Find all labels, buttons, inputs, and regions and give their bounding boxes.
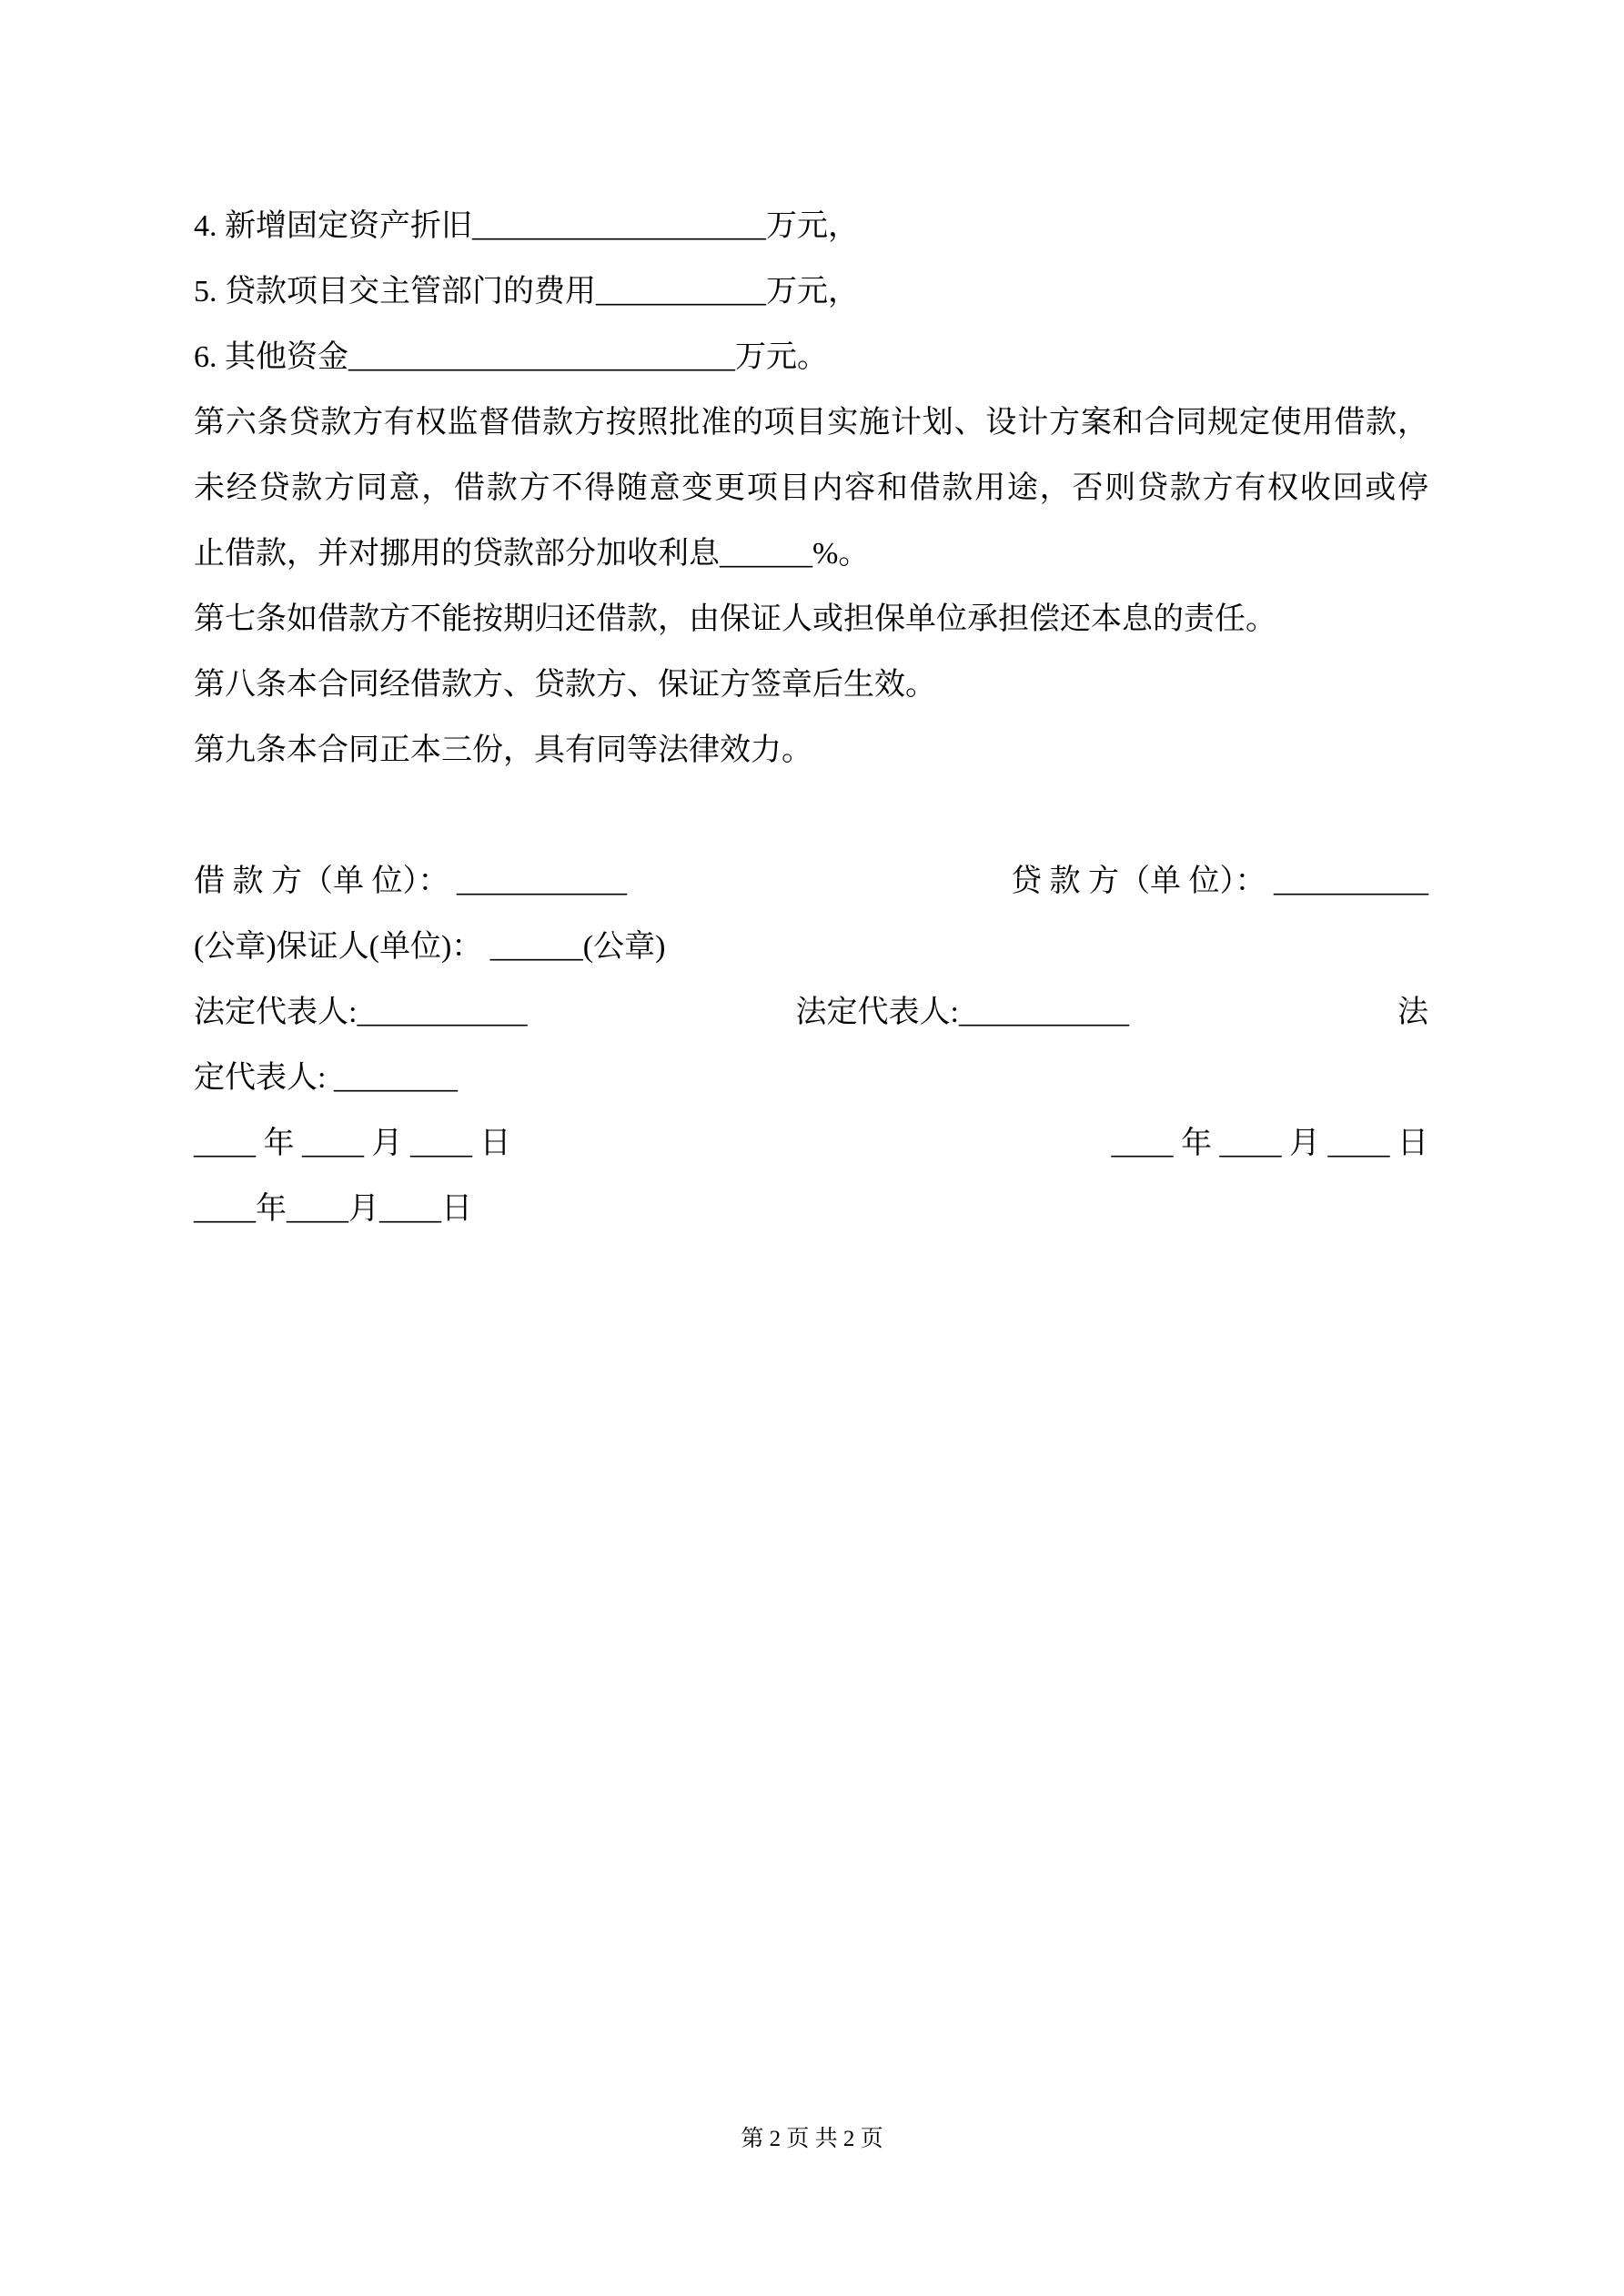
date-left-blank: ____ 年 ____ 月 ____ 日 (194, 1127, 511, 1160)
date-bottom-blank: ____年____月____日 (194, 1192, 472, 1226)
clause-6-line-1: 第六条贷款方有权监督借款方按照批准的项目实施计划、设计方案和合同规定使用借款， (194, 406, 1428, 440)
fund-item-4: 4. 新增固定资产折旧___________________万元， (194, 209, 859, 243)
borrower-signature-label: 借 款 方（单 位）： ___________ (194, 865, 627, 898)
legal-representative-row (194, 980, 1428, 1046)
legal-rep-lender: 法定代表人:___________ (795, 996, 1129, 1029)
clause-6-line-3: 止借款，并对挪用的贷款部分加收利息______%。 (194, 537, 870, 571)
clause-6-line-2: 未经贷款方同意，借款方不得随意变更项目内容和借款用途，否则贷款方有权收回或停 (194, 471, 1428, 505)
party-signature-row (194, 849, 1428, 915)
guarantor-seal-line: (公章)保证人(单位)： ______(公章) (194, 930, 666, 964)
clause-9: 第九条本合同正本三份，具有同等法律效力。 (194, 733, 812, 767)
legal-rep-wrapped-char: 法 (1397, 996, 1428, 1029)
legal-rep-borrower: 法定代表人:___________ (194, 996, 528, 1029)
fund-item-5: 5. 贷款项目交主管部门的费用___________万元， (194, 275, 859, 308)
page-number-footer: 第 2 页 共 2 页 (741, 2127, 883, 2151)
clause-7: 第七条如借款方不能按期归还借款，由保证人或担保单位承担偿还本息的责任。 (194, 602, 1276, 636)
spacer-line (194, 784, 1428, 849)
legal-rep-continuation: 定代表人: ________ (194, 1061, 458, 1095)
clause-8: 第八条本合同经借款方、贷款方、保证方签章后生效。 (194, 668, 936, 702)
contract-body (194, 194, 1428, 1242)
date-right-blank: ____ 年 ____ 月 ____ 日 (1111, 1127, 1428, 1160)
date-row (194, 1111, 1428, 1177)
fund-item-6: 6. 其他资金_________________________万元。 (194, 340, 828, 374)
lender-signature-label: 贷 款 方（单 位）： __________ (1011, 865, 1428, 898)
